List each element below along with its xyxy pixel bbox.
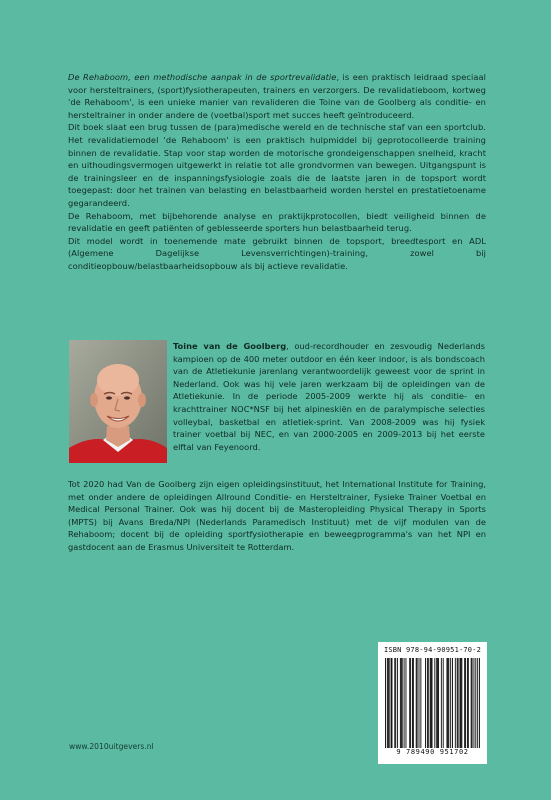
barcode-bar (431, 658, 432, 748)
author-bio-continued (68, 478, 486, 554)
author-bio-paragraph-2: Tot 2020 had Van de Goolberg zijn eigen opleidingsinstituut, het International Institute for Training, met onder andere de opleidingen Allround Conditie- en Hersteltrainer, Fysieke Trainer Voetbal en Medical Personal Trainer. Ook was hij docent bij de Masteropleiding Physical Therapy in Sports (MPTS) bij Avans Breda/NPI (Nederlands Paramedisch Instituut) met de vijf modulen van de Rehaboom; docent bij de opleiding sportfysiotherapie en beweegprogramma's van het NPI en gastdocent aan de Erasmus Universiteit te Rotterdam. (68, 479, 486, 552)
barcode-bar (461, 658, 462, 748)
barcode-bar (452, 658, 453, 748)
book-title-italic: De Rehaboom, een methodische aanpak in de sportrevalidatie (68, 72, 337, 82)
barcode-bar (385, 658, 386, 748)
barcode-bar (479, 658, 480, 748)
barcode-bar (388, 658, 389, 748)
barcode-bar (472, 658, 473, 748)
isbn-barcode (378, 642, 487, 764)
barcode-bar (428, 658, 429, 748)
barcode-bar (447, 658, 448, 748)
publisher-website: www.2010uitgevers.nl (69, 742, 154, 751)
barcode-bar (392, 658, 393, 748)
intro-paragraph-4: Dit model wordt in toenemende mate gebruikt binnen de topsport, breedtesport en ADL (Algemene Dagelijkse Levensverrichtingen)-training, zowel bij conditieopbouw/belastbaarheidsopbouw als bij actieve revalidatie. (68, 235, 486, 271)
barcode-bar (434, 658, 435, 748)
barcode-bar (436, 658, 437, 748)
barcode-bar (401, 658, 402, 748)
barcode-bar (412, 658, 413, 748)
barcode-bar (437, 658, 438, 748)
barcode-bar (477, 658, 478, 748)
barcode-bar (467, 658, 468, 748)
barcode-bar (460, 658, 461, 748)
barcode-bar (391, 658, 392, 748)
barcode-bar (387, 658, 388, 748)
isbn-number: ISBN 978-94-90951-70-2 (383, 646, 482, 654)
intro-paragraph-3: De Rehaboom, met bijbehorende analyse en praktijkprotocollen, biedt veiligheid binnen de revalidatie en geeft patiënten of geblesseerde sporters hun belastbaarheid terug. (68, 210, 486, 234)
barcode-bar (394, 658, 395, 748)
intro-paragraph-1: De Rehaboom, een methodische aanpak in de sportrevalidatie, is een praktisch leidraad speciaal voor hersteltrainers, (sport)fysiotherapeuten, trainers en verzorgers. De revalidatieboom, kortweg 'de Rehaboom', is een unieke manier van revalideren die Toine van de Goolberg als conditie- en hersteltrainer in onder andere de (voetbal)sport met succes heeft geïntroduceerd. (68, 72, 486, 120)
barcode-bar (413, 658, 414, 748)
intro-paragraph-2: Dit boek slaat een brug tussen de (para)medische wereld en de technische staf van een sportclub. Het revalidatiemodel 'de Rehaboom' is een praktisch hulpmiddel bij geprotocolleerde training binnen de revalidatie. Stap voor stap worden de motorische grondeigenschappen snelheid, kracht en uithoudingsvermogen uitgewerkt in relatie tot alle grondvormen van bewegen. Uitgangspunt is de trainingsleer en de inspanningsfysiologie zoals die de laatste jaren in de topsport wordt toegepast: door het trainen van belasting en belastbaarheid worden herstel en prestatietoename gegarandeerd. (68, 122, 486, 208)
barcode-bars (385, 658, 480, 748)
barcode-bar (460, 658, 461, 748)
barcode-bar (455, 658, 456, 748)
barcode-bar (464, 658, 465, 748)
barcode-bar (410, 658, 411, 748)
barcode-bar (457, 658, 458, 748)
author-photo (69, 340, 167, 463)
barcode-bar (427, 658, 428, 748)
author-name: Toine van de Goolberg (173, 341, 287, 351)
author-bio-paragraph-1: Toine van de Goolberg, oud-recordhouder en zesvoudig Nederlands kampioen op de 400 meter outdoor en één keer indoor, is als bondscoach van de Atletiekunie jarenlang verantwoordelijk geweest voor de sprint in Nederland. Ook was hij vele jaren werkzaam bij de opleidingen van de Atletiekunie. In de periode 2005-2009 werkte hij als conditie- en krachttrainer NOC*NSF bij het alpineskiën en de paralympische selecties volleybal, basketbal en atletiek-sprint. Van 2008-2009 was hij fysiek trainer voetbal bij NEC, en van 2000-2005 en 2009-2013 bij het eerste elftal van Feyenoord. (173, 341, 485, 452)
barcode-bar (395, 658, 396, 748)
author-bio-side (173, 340, 485, 453)
author-portrait-image (69, 340, 167, 463)
barcode-bar (404, 658, 405, 748)
barcode-bar (448, 658, 449, 748)
barcode-bar (473, 658, 474, 748)
barcode-bar (402, 658, 403, 748)
barcode-bar (441, 658, 442, 748)
barcode-digits: 9 789490 951702 (396, 748, 469, 756)
barcode-bar (425, 658, 426, 748)
barcode-bar (419, 658, 420, 748)
barcode-bar (443, 658, 444, 748)
barcode-bar (465, 658, 466, 748)
barcode-bar (471, 658, 472, 748)
barcode-bar (438, 658, 439, 748)
barcode-bar (432, 658, 433, 748)
barcode-bar (468, 658, 469, 748)
barcode-bar (458, 658, 459, 748)
barcode-bar (446, 658, 447, 748)
barcode-bar (416, 658, 417, 748)
barcode-bar (475, 658, 476, 748)
intro-text (68, 71, 486, 273)
barcode-bar (389, 658, 390, 748)
barcode-bar (417, 658, 418, 748)
barcode-bar (397, 658, 398, 748)
barcode-bar (400, 658, 401, 748)
barcode-bar (405, 658, 406, 748)
barcode-bar (409, 658, 410, 748)
barcode-bar (430, 658, 431, 748)
barcode-bar (450, 658, 451, 748)
barcode-bar (420, 658, 421, 748)
